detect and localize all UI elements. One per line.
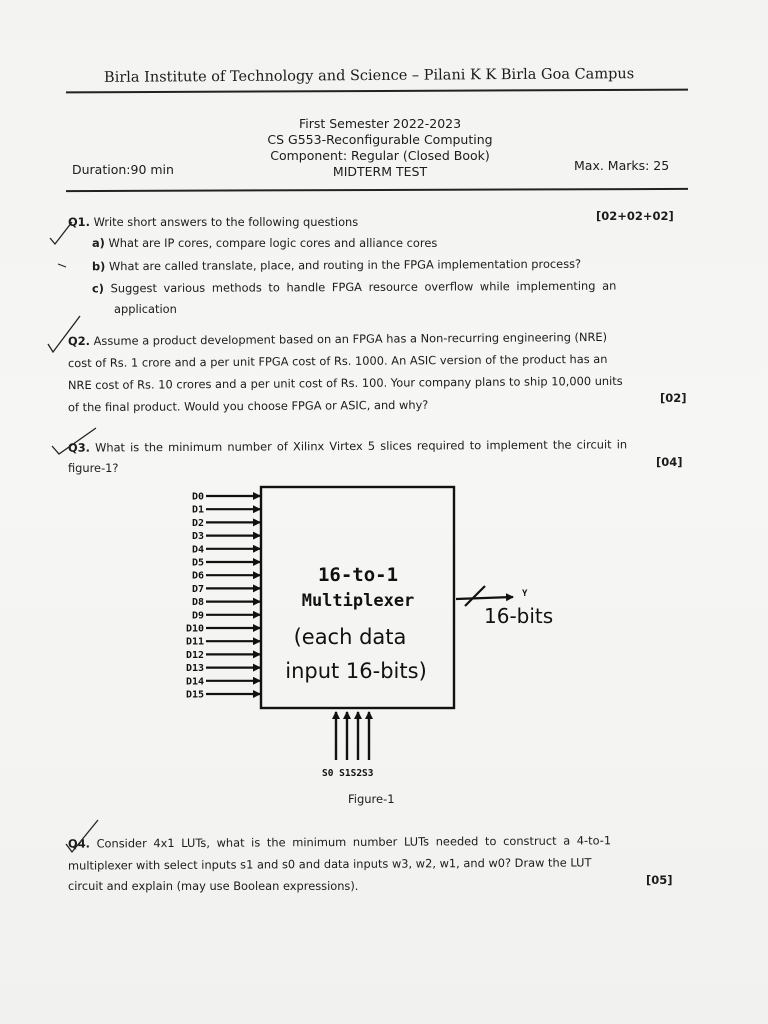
course-title: CS G553-Reconfigurable Computing [267, 132, 493, 147]
mux-title-line-2: Multiplexer [301, 591, 415, 611]
output-width-label: 16-bits [484, 604, 554, 628]
q4-line-3: circuit and explain (may use Boolean expressions). [68, 879, 359, 893]
q2-label: Q2. [67, 333, 90, 349]
input-label-d9: D9 [191, 610, 204, 622]
input-label-d12: D12 [185, 649, 204, 661]
figure-caption: Figure-1 [348, 792, 395, 806]
semester: First Semester 2022-2023 [298, 116, 462, 131]
q1-part-a-label: a) [92, 236, 105, 250]
output-y-label: Y [522, 589, 528, 599]
q1-part-b-label: b) [91, 259, 106, 274]
q1-part-a [92, 233, 437, 255]
q1-part-b-text: What are called translate, place, and routing in the FPGA implementation process? [108, 256, 582, 274]
input-label-d0: D0 [191, 491, 204, 503]
input-label-d10: D10 [185, 623, 204, 635]
bus-width-slash [465, 586, 485, 606]
q3-line-2: figure-1? [68, 461, 119, 475]
input-label-d15: D15 [185, 689, 204, 701]
input-label-d1: D1 [191, 504, 204, 516]
max-marks: Max. Marks: 25 [574, 158, 670, 173]
input-label-d2: D2 [191, 517, 204, 529]
q1-text: Write short answers to the following questions [93, 215, 359, 229]
handwritten-check-mark-q2 [46, 314, 86, 354]
q2-line-3: NRE cost of Rs. 10 crores and a per unit cost of Rs. 100. Your company plans to ship 10,000 units [67, 373, 623, 393]
header-rule-top [66, 89, 688, 93]
test-name: MIDTERM TEST [332, 164, 428, 179]
input-label-d8: D8 [191, 597, 204, 609]
q3-line-1 [68, 434, 627, 459]
header-rule-bottom [66, 188, 688, 192]
output-arrow [456, 597, 513, 599]
select-labels: S0 S1S2S3 [322, 768, 374, 779]
q1-heading [68, 212, 358, 234]
input-label-d7: D7 [191, 583, 204, 595]
q1-label: Q1. [68, 215, 90, 229]
q3-text-1: What is the minimum number of Xilinx Virtex 5 slices required to implement the circuit in [95, 437, 628, 455]
mux-note-line-1: (each data [293, 625, 407, 649]
figure-1-diagram [160, 478, 580, 798]
q4-line-1 [68, 830, 611, 855]
q4-marks: [05] [646, 873, 673, 887]
q3-marks: [04] [656, 455, 683, 469]
component: Component: Regular (Closed Book) [270, 148, 490, 163]
q4-line-2: multiplexer with select inputs s1 and s0 and data inputs w3, w2, w1, and w0? Draw the LUT [67, 855, 592, 873]
input-label-d3: D3 [191, 531, 204, 543]
institute-title: Birla Institute of Technology and Science – Pilani K K Birla Goa Campus [103, 66, 635, 86]
input-label-d5: D5 [191, 557, 204, 569]
q4-label: Q4. [67, 836, 90, 851]
q2-marks: [02] [660, 391, 687, 405]
input-label-d14: D14 [185, 676, 204, 688]
q1-part-c-cont: application [114, 302, 177, 316]
q1-part-c [92, 276, 616, 300]
handwritten-check-mark-q3 [50, 426, 100, 456]
q2-line-4: of the final product. Would you choose FPGA or ASIC, and why? [67, 397, 429, 415]
input-label-d4: D4 [191, 544, 204, 556]
q2-line-2: cost of Rs. 1 crore and a per unit FPGA cost of Rs. 1000. An ASIC version of the product has an [67, 351, 608, 371]
handwritten-check-mark-q4 [64, 818, 104, 858]
input-label-d6: D6 [191, 570, 204, 582]
q1-part-c-label: c) [91, 281, 105, 296]
q1-part-b [92, 254, 581, 278]
duration: Duration:90 min [72, 162, 174, 177]
q1-part-c-text: Suggest various methods to handle FPGA resource overflow while implementing an [110, 278, 617, 296]
q4-text-1: Consider 4x1 LUTs, what is the minimum number LUTs needed to construct a 4-to-1 [96, 833, 612, 851]
mux-note-line-2: input 16-bits) [285, 659, 427, 683]
handwritten-check-mark-q1 [48, 220, 78, 270]
q1-part-a-text: What are IP cores, compare logic cores and alliance cores [108, 236, 438, 250]
q2-text-1: Assume a product development based on an FPGA has a Non-recurring engineering (NRE) [93, 329, 608, 348]
input-label-d13: D13 [185, 663, 204, 675]
q1-marks: [02+02+02] [596, 209, 674, 223]
mux-title-line-1: 16-to-1 [317, 564, 399, 586]
input-label-d11: D11 [185, 636, 204, 648]
q3-label: Q3. [67, 440, 90, 455]
